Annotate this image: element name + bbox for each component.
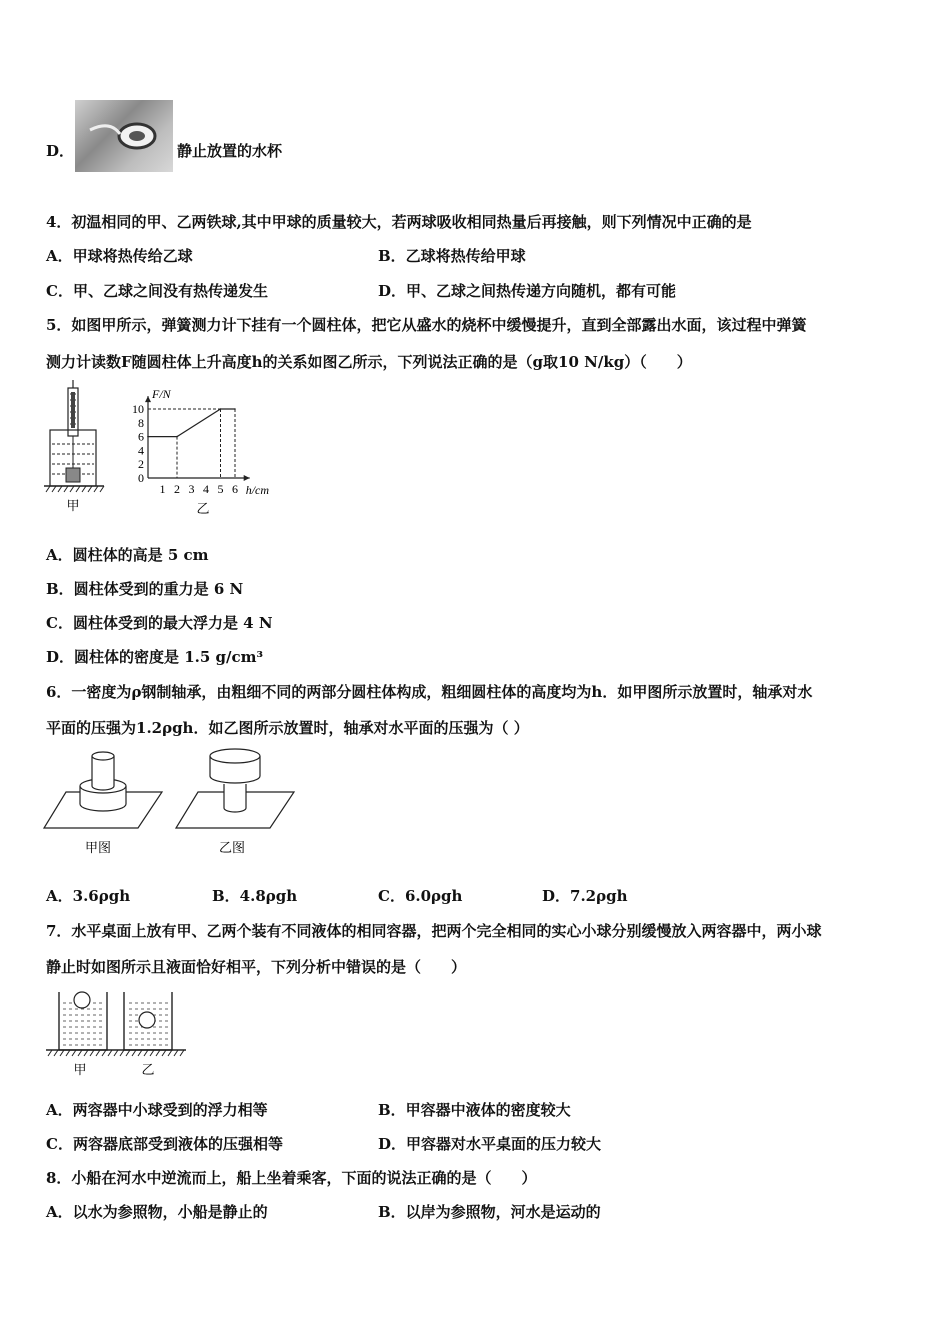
x-tick-label: 3: [188, 482, 195, 496]
data-point: [147, 436, 149, 438]
q4-stem: 4．初温相同的甲、乙两铁球,其中甲球的质量较大，若两球吸收相同热量后再接触，则下列情况中正确的是: [46, 213, 752, 231]
data-point: [220, 408, 222, 410]
q7-stem-line1: 7．水平桌面上放有甲、乙两个装有不同液体的相同容器，把两个完全相同的实心小球分别缓慢放入两容器中，两小球: [46, 922, 822, 940]
containers-figure: [44, 988, 194, 1078]
water-cup-photo: [75, 100, 173, 172]
q5-option-a: A．圆柱体的高是 5 cm: [46, 546, 209, 564]
x-tick-label: 1: [159, 482, 166, 496]
series-line-F: [148, 409, 235, 437]
q3-option-d-label: D．: [46, 142, 75, 160]
q4-option-b: B．乙球将热传给甲球: [378, 247, 526, 265]
y-tick-label: 0: [138, 471, 144, 485]
x-tick-label: 6: [232, 482, 238, 496]
q6-fig-yi-label: 乙图: [218, 840, 246, 855]
x-tick-label: 4: [203, 482, 209, 496]
q5-fig-yi-label: 乙: [196, 501, 210, 516]
data-point: [176, 436, 178, 438]
q5-stem-line2: 测力计读数F随圆柱体上升高度h的关系如图乙所示，下列说法正确的是（g取10 N/kg）（ ）: [46, 353, 692, 371]
q5-option-b: B．圆柱体受到的重力是 6 N: [46, 580, 244, 598]
q5-option-d: D．圆柱体的密度是 1.5 g/cm³: [46, 648, 264, 666]
q7-option-c: C．两容器底部受到液体的压强相等: [46, 1135, 283, 1153]
q7-fig-jia-label: 甲: [73, 1062, 87, 1077]
q4-option-d: D．甲、乙球之间热传递方向随机，都有可能: [378, 282, 677, 300]
q8-option-a: A．以水为参照物，小船是静止的: [46, 1203, 268, 1221]
q6-option-c: C．6.0ρgh: [378, 887, 463, 905]
x-tick-label: 5: [217, 482, 224, 496]
q8-option-b: B．以岸为参照物，河水是运动的: [378, 1203, 601, 1221]
q7-option-d: D．甲容器对水平桌面的压力较大: [378, 1135, 602, 1153]
q6-stem-line1: 6．一密度为ρ钢制轴承，由粗细不同的两部分圆柱体构成，粗细圆柱体的高度均为h．如甲图所示放置时，轴承对水: [46, 683, 813, 701]
q3-option-d-text: 静止放置的水杯: [177, 142, 283, 160]
spring-scale-figure: [40, 380, 110, 515]
y-tick-label: 8: [138, 415, 144, 430]
x-axis-arrow: [244, 475, 250, 481]
q7-option-b: B．甲容器中液体的密度较大: [378, 1101, 571, 1119]
q4-option-c: C．甲、乙球之间没有热传递发生: [46, 282, 268, 300]
q7-option-a: A．两容器中小球受到的浮力相等: [46, 1101, 268, 1119]
cup-illustration: [75, 100, 173, 172]
q5-stem-line1: 5．如图甲所示，弹簧测力计下挂有一个圆柱体，把它从盛水的烧杯中缓慢提升，直到全部露出水面，该过程中弹簧: [46, 316, 807, 334]
y-tick-label: 10: [132, 402, 144, 416]
q4-option-a: A．甲球将热传给乙球: [46, 247, 193, 265]
y-tick-label: 2: [138, 457, 144, 472]
q6-fig-jia-label: 甲图: [84, 840, 112, 855]
y-axis-label: F/N: [152, 387, 171, 402]
q5-option-c: C．圆柱体受到的最大浮力是 4 N: [46, 614, 273, 632]
q6-option-b: B．4.8ρgh: [212, 887, 298, 905]
force-height-chart: [120, 378, 280, 518]
x-axis-label: h/cm: [245, 483, 270, 497]
y-tick-label: 4: [138, 443, 144, 458]
q6-stem-line2: 平面的压强为1.2ρgh．如乙图所示放置时，轴承对水平面的压强为（ ）: [46, 719, 529, 737]
y-tick-label: 6: [138, 429, 144, 444]
q6-option-d: D．7.2ρgh: [542, 887, 628, 905]
q8-stem: 8．小船在河水中逆流而上，船上坐着乘客，下面的说法正确的是（ ）: [46, 1169, 537, 1187]
q7-stem-line2: 静止时如图所示且液面恰好相平，下列分析中错误的是（ ）: [46, 958, 467, 976]
bearing-figure: [40, 748, 310, 858]
q5-fig-jia-label: 甲: [66, 498, 80, 513]
y-axis-arrow: [145, 396, 151, 402]
data-point: [234, 408, 236, 410]
x-tick-label: 2: [174, 482, 180, 496]
q7-fig-yi-label: 乙: [141, 1062, 155, 1077]
q6-option-a: A．3.6ρgh: [46, 887, 131, 905]
